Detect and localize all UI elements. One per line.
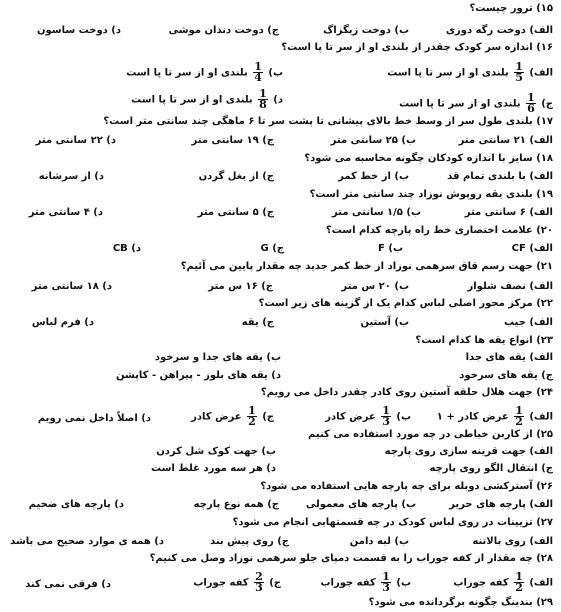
fraction: $\frac{1}{5}$ [515, 60, 523, 84]
fraction: $\frac{1}{3}$ [382, 570, 390, 594]
q23-option-a: الف) یقه های جدا [465, 352, 553, 363]
q17-option-b: ب) ۲۵ سانتی متر [330, 135, 416, 146]
q23-option-c: ج) یقه های سرخود [459, 370, 553, 381]
q18-option-c: ج) از بغل گردن [198, 171, 274, 182]
question-24: ۲۴) جهت هلال حلقه آستین روی کادر چقدر داخل می رویم؟ [260, 387, 553, 398]
q24-option-c: ج) $\frac{1}{2}$ عرض کادر [191, 404, 274, 428]
q28-option-b: ب) $\frac{1}{3}$ کفه جوراب [320, 570, 411, 594]
q19-option-b: ب) ۱/۵ سانتی متر [332, 207, 421, 218]
fraction: $\frac{1}{2}$ [248, 404, 256, 428]
q25-option-d: د) هر سه مورد غلط است [151, 463, 276, 474]
q17-option-a: الف) ۲۱ سانتی متر [458, 135, 553, 146]
q27-option-c: ج) روی پیش بند [210, 536, 289, 547]
q21-option-d: د) ۱۸ سانتی متر [31, 281, 112, 292]
q21-option-a: الف) نصف شلوار [467, 281, 553, 292]
question-21: ۲۱) جهت رسم قاق سرهمی نوزاد از خط کمر جدید چه مقدار پایین می آئیم؟ [180, 261, 553, 272]
q16-option-b: ب) $\frac{1}{4}$ بلندی او از سر تا پا است [126, 60, 283, 84]
q26-option-b: ب) پارچه های معمولی [305, 499, 416, 510]
q20-option-b: ب) F [378, 243, 403, 254]
q15-option-c: ج) دوخت دندان موشی [168, 25, 279, 36]
question-28: ۲۸) چه مقدار از کفه جوراب را به قسمت دمپای جلو سرهمی نوزاد وصل می کنیم؟ [149, 553, 553, 564]
q20-option-d: د) CB [112, 243, 141, 254]
q15-option-d: د) دوخت ساسون [36, 25, 121, 36]
q22-option-d: د) فرم لباس [31, 317, 94, 328]
q27-option-a: الف) روی بالاتنه [472, 536, 553, 547]
q27-option-b: ب) لبه دامن [349, 536, 409, 547]
question-16: ۱۶) اندازه سر کودک چقدر از بلندی او از سر تا پا است؟ [281, 42, 553, 53]
question-19: ۱۹) بلندی یقه روپوش نوزاد چند سانتی متر است؟ [309, 189, 553, 200]
q16-option-c: ج) $\frac{1}{6}$ بلندی او از سر تا پا است [399, 91, 553, 115]
q21-option-b: ب) ۲۰ س متر [341, 281, 409, 292]
question-20: ۲۰) علامت اختصاری خط راه پارچه کدام است؟ [325, 225, 553, 236]
q28-option-a: الف) $\frac{1}{2}$ کفه جوراب [453, 570, 553, 594]
fraction: $\frac{1}{2}$ [515, 404, 523, 428]
q26-option-a: الف) پارچه های حریر [449, 499, 553, 510]
q15-option-b: ب) دوخت زیگزاگ [323, 25, 409, 36]
question-18: ۱۸) سایز با اندازه کودکان چگونه محاسبه می شود؟ [304, 153, 553, 164]
fraction: $\frac{1}{8}$ [259, 87, 267, 111]
q17-option-d: د) ۲۲ سانتی متر [35, 135, 116, 146]
q24-option-b: ب) $\frac{1}{3}$ عرض کادر [325, 404, 411, 428]
q19-option-a: الف) ۶ سانتی متر [464, 207, 553, 218]
fraction: $\frac{1}{6}$ [527, 91, 535, 115]
q22-option-c: ج) یقه [241, 317, 274, 328]
q25-option-c: ج) انتقال الگو روی پارچه [429, 463, 553, 474]
q18-option-d: د) از سرشانه [38, 171, 104, 182]
q19-option-c: ج) ۵ سانتی متر [197, 207, 274, 218]
question-17: ۱۷) بلندی طول سر از وسط خط بالای پیشانی تا پشت سر تا ۶ ماهگی چند سانتی متر است؟ [103, 116, 553, 127]
question-25: ۲۵) از کاربن خیاطی در چه مورد استفاده می کنیم [308, 429, 553, 440]
q16-option-d: د) $\frac{1}{8}$ بلندی او از سر تا پا است [131, 87, 283, 111]
fraction: $\frac{1}{4}$ [254, 60, 262, 84]
fraction: $\frac{1}{3}$ [382, 404, 390, 428]
q22-option-b: ب) آستین [360, 317, 409, 328]
fraction: $\frac{1}{2}$ [515, 570, 523, 594]
q23-option-d: د) یقه های بلوز - پیراهن - کاپشن [115, 370, 281, 381]
q20-option-a: الف) CF [511, 243, 553, 254]
q20-option-c: ج) G [260, 243, 284, 254]
q26-option-c: ج) همه نوع پارچه [193, 499, 279, 510]
q18-option-b: ب) از خط کمر [338, 171, 409, 182]
q25-option-a: الف) جهت قرینه سازی روی پارچه [384, 446, 553, 457]
question-23: ۲۳) انواع یقه ها کدام است؟ [415, 335, 553, 346]
q19-option-d: د) ۴ سانتی متر [28, 207, 103, 218]
q24-option-d: د) اصلاً داخل نمی رویم [37, 413, 151, 424]
q22-option-a: الف) جیب [503, 317, 553, 328]
q18-option-a: الف) با بلندی تمام قد [447, 171, 553, 182]
question-27: ۲۷) تزیینات در روی لباس کودک در چه قسمتهایی انجام می شود؟ [232, 517, 553, 528]
q16-option-a: الف) $\frac{1}{5}$ بلندی او از سر تا پا است [387, 60, 553, 84]
question-15: ۱۵) ترور چیست؟ [469, 3, 553, 14]
fraction: $\frac{2}{3}$ [255, 570, 263, 594]
q27-option-d: د) همه ی موارد صحیح می باشد [10, 536, 164, 547]
question-22: ۲۲) مرکز محور اصلی لباس کدام یک از گزینه های زیر است؟ [258, 298, 553, 309]
question-29: ۲۹) بندینگ چگونه برگردانده می شود؟ [368, 597, 553, 608]
q28-option-d: د) فرقی نمی کند [25, 579, 111, 590]
q21-option-c: ج) ۱۶ س متر [208, 281, 273, 292]
question-26: ۲۶) آسترکشی دوبله برای چه پارچه هایی استفاده می شود؟ [260, 481, 553, 492]
q25-option-b: ب) جهت کوک شل کردن [156, 446, 276, 457]
q28-option-c: ج) $\frac{2}{3}$ کفه جوراب [193, 570, 281, 594]
q17-option-c: ج) ۱۹ سانتی متر [191, 135, 274, 146]
q24-option-a: الف) $\frac{1}{2}$ عرض کادر + ۱ [436, 404, 553, 428]
q15-option-a: الف) دوخت رگه دوزی [445, 25, 553, 36]
q26-option-d: د) پارچه های ضخیم [28, 499, 124, 510]
q23-option-b: ب) یقه های جدا و سرخود [154, 352, 281, 363]
